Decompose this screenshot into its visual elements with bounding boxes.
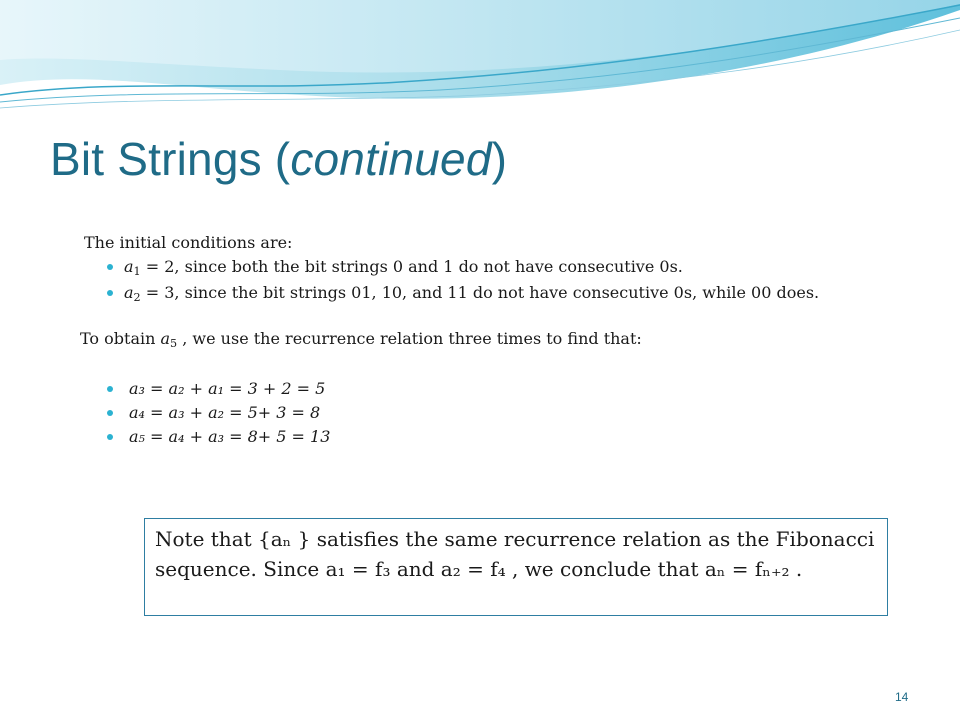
- title-italic-text: continued: [290, 133, 492, 185]
- bullet-icon: [107, 264, 113, 270]
- intro-text: The initial conditions are:: [84, 233, 293, 252]
- title-close-text: ): [491, 133, 508, 185]
- step-1: a₃ = a₂ + a₁ = 3 + 2 = 5: [129, 379, 326, 398]
- condition-1-sub: 1: [133, 265, 141, 278]
- step-2: a₄ = a₃ + a₂ = 5+ 3 = 8: [129, 403, 321, 422]
- condition-1: [124, 257, 683, 278]
- note-box: [144, 518, 888, 616]
- header-wave-decoration: [0, 0, 960, 120]
- step-3: a₅ = a₄ + a₃ = 8+ 5 = 13: [129, 427, 331, 446]
- condition-1-text: = 2, since both the bit strings 0 and 1 do not have consecutive 0s.: [140, 257, 683, 276]
- obtain-suffix: , we use the recurrence relation three times to find that:: [177, 329, 642, 348]
- bullet-icon: [107, 434, 113, 440]
- obtain-prefix: To obtain: [80, 329, 161, 348]
- condition-2-var: a: [124, 283, 134, 302]
- condition-2-text: = 3, since the bit strings 01, 10, and 11 do not have consecutive 0s, while 00 does.: [140, 283, 820, 302]
- note-line-2: sequence. Since a₁ = f₃ and a₂ = f₄ , we conclude that aₙ = fₙ₊₂ .: [155, 557, 803, 581]
- condition-2: [124, 283, 819, 304]
- bullet-icon: [107, 410, 113, 416]
- slide-title: [50, 132, 507, 186]
- obtain-sub: 5: [170, 337, 178, 350]
- obtain-text: [80, 329, 642, 350]
- condition-2-sub: 2: [133, 291, 141, 304]
- bullet-icon: [107, 386, 113, 392]
- condition-1-var: a: [124, 257, 134, 276]
- obtain-var: a: [160, 329, 171, 348]
- bullet-icon: [107, 290, 113, 296]
- page-number: 14: [895, 690, 909, 704]
- title-text: Bit Strings (: [50, 133, 291, 185]
- note-line-1: Note that {aₙ } satisfies the same recurrence relation as the Fibonacci: [155, 527, 875, 551]
